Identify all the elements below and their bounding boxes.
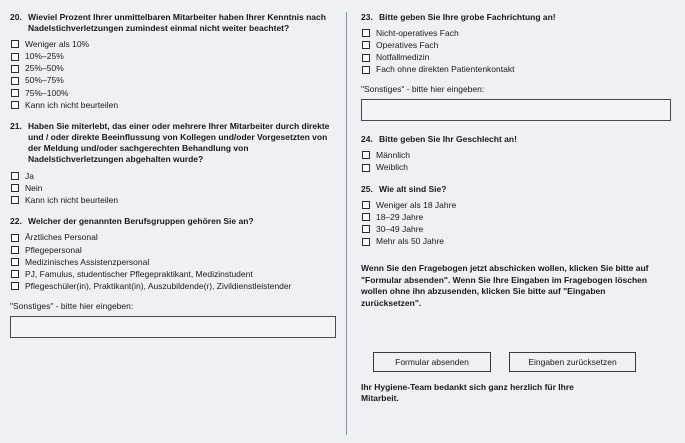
q23-option-1[interactable]: Nicht-operatives Fach: [361, 28, 671, 39]
checkbox-icon[interactable]: [11, 270, 19, 278]
question-20-number: 20.: [10, 12, 22, 22]
checkbox-icon[interactable]: [11, 258, 19, 266]
checkbox-icon[interactable]: [11, 89, 19, 97]
checkbox-icon[interactable]: [11, 172, 19, 180]
q23-other-input[interactable]: [361, 99, 671, 121]
question-21-options: [10, 171, 336, 206]
question-22-text: Welcher der genannten Berufsgruppen gehören Sie an?: [28, 216, 254, 227]
q24-option-1[interactable]: Männlich: [361, 150, 671, 161]
checkbox-icon[interactable]: [362, 225, 370, 233]
q21-option-3[interactable]: Kann ich nicht beurteilen: [10, 195, 336, 206]
checkbox-icon[interactable]: [362, 238, 370, 246]
question-24-number: 24.: [361, 134, 373, 145]
q22-other-label: "Sonstiges" - bitte hier eingeben:: [10, 300, 134, 311]
question-22-number: 22.: [10, 216, 22, 227]
question-22-options: [10, 232, 336, 291]
question-21-text: Haben Sie miterlebt, das einer oder mehrere Ihrer Mitarbeiter durch direkte und / oder direkte Beeinflussung von Kollegen und/oder Vorgesetzten von der Meldung und/oder sachgerechten Behandlung von Nadelstichverletzungen abgehalten wurde?: [28, 121, 330, 165]
question-20-options: [10, 39, 336, 110]
q20-option-6[interactable]: Kann ich nicht beurteilen: [10, 100, 336, 111]
question-24: [361, 134, 671, 173]
submit-instructions: Wenn Sie den Fragebogen jetzt abschicken wollen, klicken Sie bitte auf "Formular absenden". Wenn Sie Ihre Eingaben im Fragebogen löschen wollen ohne ihn abzusenden, klicken Sie bitte auf "Eingaben zurücksetzen".: [361, 262, 649, 309]
q25-option-4[interactable]: Mehr als 50 Jahre: [361, 236, 671, 247]
checkbox-icon[interactable]: [11, 65, 19, 73]
question-22: [10, 216, 336, 337]
q20-option-5[interactable]: 75%–100%: [10, 88, 336, 99]
checkbox-icon[interactable]: [362, 66, 370, 74]
button-row: [373, 352, 671, 372]
q23-option-2[interactable]: Operatives Fach: [361, 40, 671, 51]
q20-option-3[interactable]: 25%–50%: [10, 63, 336, 74]
checkbox-icon[interactable]: [362, 201, 370, 209]
checkbox-icon[interactable]: [362, 41, 370, 49]
question-20-text: Wieviel Prozent Ihrer unmittelbaren Mitarbeiter haben Ihrer Kenntnis nach Nadelstichverletzungen zumindest einmal nicht weiter beachtet?: [28, 12, 326, 34]
q20-option-2[interactable]: 10%–25%: [10, 51, 336, 62]
question-23: [361, 12, 671, 121]
question-20-title: [10, 12, 336, 34]
reset-button[interactable]: Eingaben zurücksetzen: [509, 352, 636, 372]
checkbox-icon[interactable]: [11, 234, 19, 242]
question-25-title: [361, 184, 671, 195]
question-21-number: 21.: [10, 121, 22, 132]
question-25: [361, 184, 671, 247]
left-column: [10, 12, 346, 435]
question-24-options: [361, 150, 671, 173]
q22-other-input[interactable]: [10, 316, 336, 338]
q22-option-2[interactable]: Pflegepersonal: [10, 245, 336, 256]
question-22-title: [10, 216, 336, 227]
q22-option-3[interactable]: Medizinisches Assistenzpersonal: [10, 257, 336, 268]
q21-option-1[interactable]: Ja: [10, 171, 336, 182]
question-25-options: [361, 200, 671, 247]
checkbox-icon[interactable]: [362, 54, 370, 62]
question-21: [10, 121, 336, 205]
checkbox-icon[interactable]: [11, 282, 19, 290]
question-23-options: [361, 28, 671, 75]
q20-option-1[interactable]: Weniger als 10%: [10, 39, 336, 50]
q22-option-5[interactable]: Pflegeschüler(in), Praktikant(in), Auszubildende(r), Zivildienstleistender: [10, 281, 336, 292]
checkbox-icon[interactable]: [11, 196, 19, 204]
right-column: [347, 12, 677, 435]
checkbox-icon[interactable]: [362, 29, 370, 37]
q23-option-3[interactable]: Notfallmedizin: [361, 52, 671, 63]
checkbox-icon[interactable]: [11, 184, 19, 192]
checkbox-icon[interactable]: [11, 53, 19, 61]
question-23-number: 23.: [361, 12, 373, 22]
question-24-text: Bitte geben Sie Ihr Geschlecht an!: [379, 134, 517, 145]
question-24-title: [361, 134, 671, 145]
q22-option-1[interactable]: Ärztliches Personal: [10, 232, 336, 243]
question-25-text: Wie alt sind Sie?: [379, 183, 447, 194]
q25-option-3[interactable]: 30–49 Jahre: [361, 224, 671, 235]
checkbox-icon[interactable]: [11, 246, 19, 254]
q23-other-label: "Sonstiges" - bitte hier eingeben:: [361, 84, 485, 95]
q25-option-1[interactable]: Weniger als 18 Jahre: [361, 200, 671, 211]
q21-option-2[interactable]: Nein: [10, 183, 336, 194]
question-25-number: 25.: [361, 183, 373, 194]
q25-option-2[interactable]: 18–29 Jahre: [361, 212, 671, 223]
checkbox-icon[interactable]: [362, 213, 370, 221]
question-20: [10, 12, 336, 110]
question-23-title: [361, 12, 671, 23]
q22-option-4[interactable]: PJ, Famulus, studentischer Pflegepraktikant, Medizinstudent: [10, 269, 336, 280]
question-23-text: Bitte geben Sie Ihre grobe Fachrichtung an!: [379, 12, 556, 22]
checkbox-icon[interactable]: [11, 77, 19, 85]
checkbox-icon[interactable]: [11, 101, 19, 109]
q24-option-2[interactable]: Weiblich: [361, 162, 671, 173]
checkbox-icon[interactable]: [362, 164, 370, 172]
checkbox-icon[interactable]: [11, 40, 19, 48]
q20-option-4[interactable]: 50%–75%: [10, 75, 336, 86]
submit-button[interactable]: Formular absenden: [373, 352, 491, 372]
question-21-title: [10, 121, 336, 165]
q23-option-4[interactable]: Fach ohne direkten Patientenkontakt: [361, 64, 671, 75]
thanks-message: Ihr Hygiene-Team bedankt sich ganz herzlich für Ihre Mitarbeit.: [361, 381, 574, 404]
checkbox-icon[interactable]: [362, 151, 370, 159]
